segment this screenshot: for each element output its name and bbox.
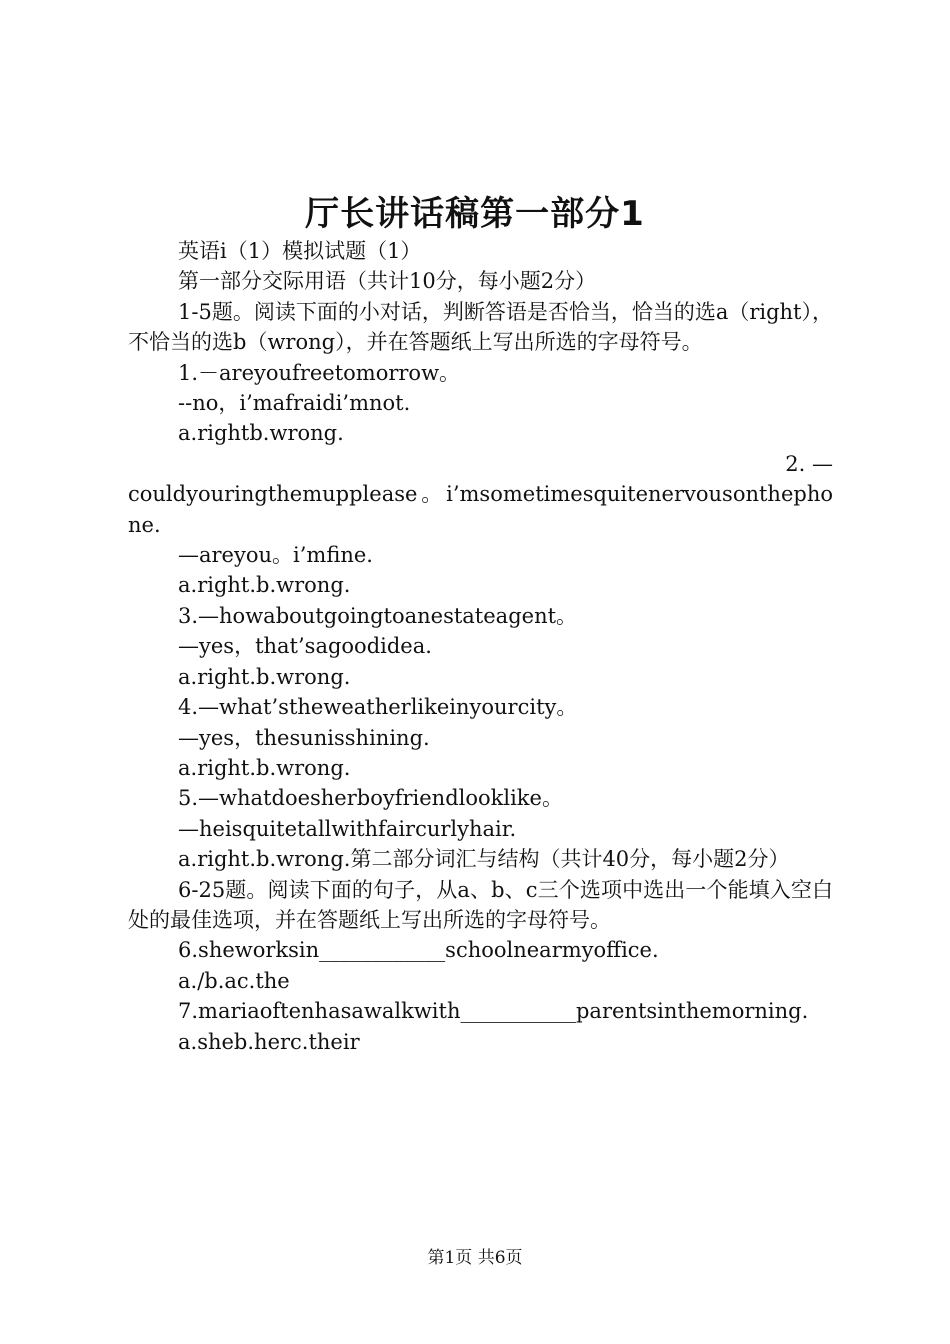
paragraph: 7.mariaoftenhasawalkwith___________parentsinthemorning.	[178, 999, 809, 1024]
paragraph: —yes，that’sagoodidea.	[178, 634, 432, 659]
document-body	[128, 236, 833, 1057]
paragraph: 1.－areyoufreetomorrow。	[178, 360, 461, 385]
paragraph: a.right.b.wrong.	[178, 755, 351, 780]
paragraph: 6.sheworksin____________schoolnearmyoffice.	[178, 938, 659, 963]
paragraph: 3.—howaboutgoingtoanestateagent。	[178, 603, 578, 628]
paragraph: 1-5题。阅读下面的小对话，判断答语是否恰当，恰当的选a（right），不恰当的选b（wrong），并在答题纸上写出所选的字母符号。	[128, 299, 833, 355]
paragraph: —heisquitetallwithfaircurlyhair.	[178, 816, 517, 841]
paragraph: 第一部分交际用语（共计10分，每小题2分）	[178, 269, 597, 294]
paragraph: —areyou。i’mfine.	[178, 543, 373, 568]
paragraph: 2. —	[785, 451, 833, 476]
paragraph: a.rightb.wrong.	[178, 421, 344, 446]
paragraph: —yes，thesunisshining.	[178, 725, 430, 750]
page-footer: 第1页 共6页	[427, 1248, 523, 1268]
paragraph: couldyouringthemupplease。i’msometimesquitenervousonthephone.	[128, 482, 833, 537]
paragraph: --no，i’mafraidi’mnot.	[178, 391, 411, 416]
paragraph: a.right.b.wrong.	[178, 573, 351, 598]
paragraph: a./b.ac.the	[178, 968, 290, 993]
paragraph: 英语i（1）模拟试题（1）	[178, 239, 422, 263]
paragraph: 5.—whatdoesherboyfriendlooklike。	[178, 786, 563, 811]
paragraph: 4.—what’stheweatherlikeinyourcity。	[178, 695, 578, 720]
paragraph: a.right.b.wrong.第二部分词汇与结构（共计40分，每小题2分）	[178, 847, 790, 872]
paragraph: a.right.b.wrong.	[178, 664, 351, 689]
paragraph: a.sheb.herc.their	[178, 1029, 360, 1054]
paragraph: 6-25题。阅读下面的句子，从a、b、c三个选项中选出一个能填入空白处的最佳选项，并在答题纸上写出所选的字母符号。	[128, 877, 833, 932]
document-title: 厅长讲话稿第一部分1	[305, 194, 645, 234]
